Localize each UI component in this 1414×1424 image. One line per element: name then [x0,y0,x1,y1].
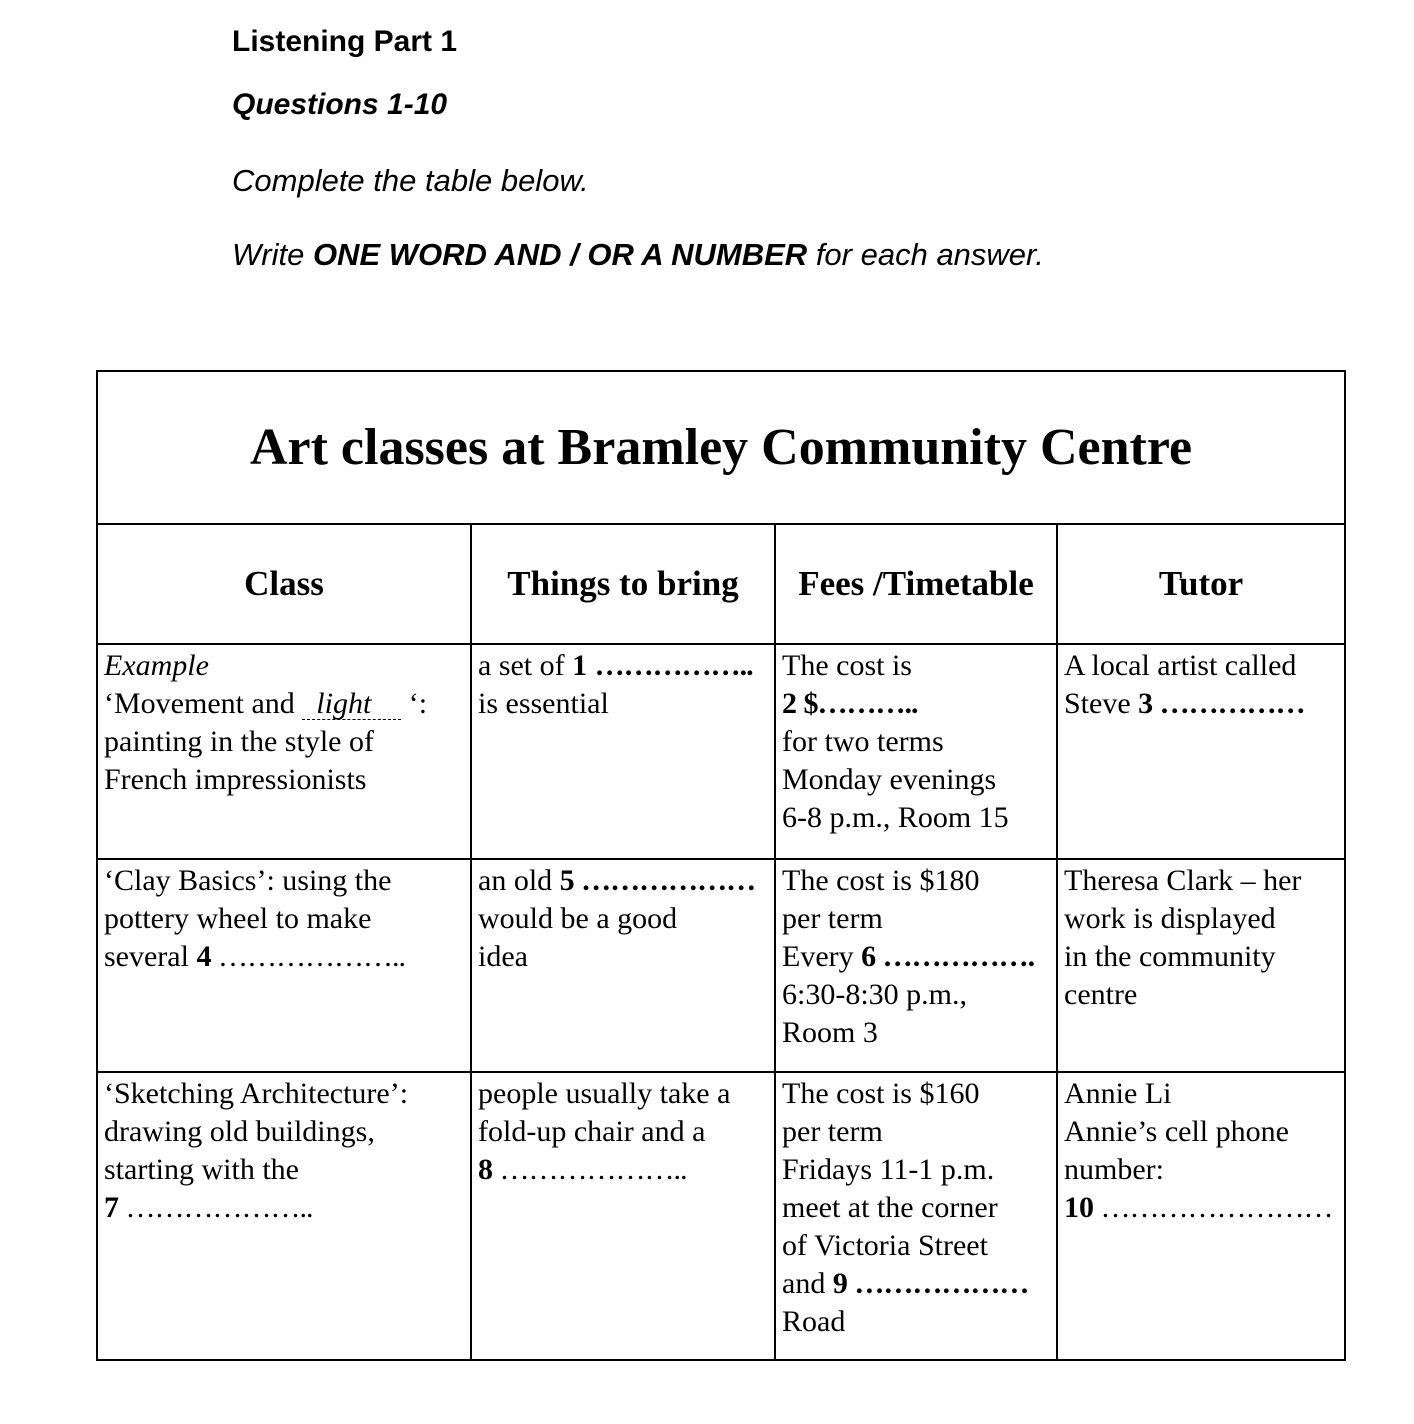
answer-blank-2[interactable]: $……….. [797,687,918,720]
word-limit-prefix: Write [232,237,313,272]
cell-line: The cost is [782,649,912,682]
question-number: 4 [196,940,212,973]
table-row [97,644,1345,859]
cell-line [782,685,1050,723]
cell-line: 6:30-8:30 p.m., [782,978,967,1011]
cell-line: fold-up chair and a [478,1115,706,1148]
cell-line: of Victoria Street [782,1229,988,1262]
cell-line: Fridays 11-1 p.m. [782,1153,995,1186]
cell-line: Room 3 [782,1016,878,1049]
cell-line [478,1151,768,1189]
question-number: 10 [1064,1191,1094,1224]
cell-line: number: [1064,1153,1164,1186]
cell-line: Theresa Clark – her [1064,864,1302,897]
text: ‘Movement and [104,687,303,720]
answer-blank-8[interactable]: ……………….. [493,1153,687,1186]
cell-tutor [1057,859,1345,1072]
question-number: 9 [832,1267,848,1300]
cell-line: per term [782,1115,883,1148]
cell-line: painting in the style of [104,725,374,758]
text: an old [478,864,560,897]
cell-line: meet at the corner [782,1191,998,1224]
cell-line: Road [782,1305,846,1338]
art-classes-table [96,370,1346,1361]
cell-line [104,938,464,976]
header-things-to-bring: Things to bring [471,524,775,644]
word-limit-instruction [232,237,1044,273]
answer-blank-5[interactable]: ……………… [574,864,756,897]
task-instruction: Complete the table below. [232,163,589,198]
cell-tutor [1057,644,1345,859]
question-number: 6 [861,940,877,973]
cell-line: idea [478,940,528,973]
text: Steve [1064,687,1139,720]
cell-line: A local artist called [1064,649,1297,682]
cell-line [104,685,464,723]
cell-line [782,1265,1050,1303]
question-number: 1 [572,649,588,682]
answer-blank-10[interactable]: …………………… [1094,1191,1333,1224]
cell-line: The cost is $180 [782,864,980,897]
word-limit-emphasis: ONE WORD AND / OR A NUMBER [312,237,808,272]
text: Every [782,940,862,973]
table-row [97,1072,1345,1360]
cell-line: French impressionists [104,763,367,796]
text: several [104,940,197,973]
cell-line: drawing old buildings, [104,1115,375,1148]
cell-line: The cost is $160 [782,1077,980,1110]
cell-line: per term [782,902,883,935]
cell-line: Monday evenings [782,763,997,796]
word-limit-suffix: for each answer. [807,237,1044,272]
table-row [97,859,1345,1072]
cell-line: is essential [478,687,609,720]
question-number: 8 [478,1153,493,1186]
cell-class [97,859,471,1072]
questions-range: Questions 1-10 [232,88,448,121]
cell-line: Annie Li [1064,1077,1172,1110]
answer-blank-3[interactable]: …………… [1153,687,1305,720]
answer-blank-1[interactable]: …………….. [594,649,753,682]
text: ‘: [401,687,428,720]
cell-line: would be a good [478,902,678,935]
cell-bring [471,859,775,1072]
cell-line: 6-8 p.m., Room 15 [782,801,1009,834]
cell-tutor [1057,1072,1345,1360]
cell-line [1064,685,1338,723]
cell-bring [471,1072,775,1360]
cell-bring [471,644,775,859]
header-tutor: Tutor [1057,524,1345,644]
cell-line [478,647,768,685]
cell-fees [775,644,1057,859]
question-number: 7 [104,1191,119,1224]
cell-line: work is displayed [1064,902,1276,935]
table-title: Art classes at Bramley Community Centre [97,371,1345,524]
text: a set of [478,649,573,682]
question-number: 5 [559,864,575,897]
answer-blank-6[interactable]: ……………. [876,940,1035,973]
header-fees-timetable: Fees /Timetable [775,524,1057,644]
text: and [782,1267,833,1300]
question-number: 2 [782,687,797,720]
answer-blank-4[interactable]: ……………….. [211,940,405,973]
cell-fees [775,1072,1057,1360]
cell-line: Annie’s cell phone [1064,1115,1289,1148]
example-label: Example [104,649,209,682]
example-answer: light [302,689,401,720]
cell-line: ‘Sketching Architecture’: [104,1077,409,1110]
question-number: 3 [1138,687,1154,720]
cell-line [104,1189,464,1227]
cell-class [97,1072,471,1360]
cell-line: ‘Clay Basics’: using the [104,864,392,897]
part-title: Listening Part 1 [232,25,458,58]
header-class: Class [97,524,471,644]
answer-blank-9[interactable]: ……………… [847,1267,1029,1300]
cell-line: in the community [1064,940,1276,973]
answer-blank-7[interactable]: ……………….. [119,1191,313,1224]
cell-fees [775,859,1057,1072]
cell-line [478,862,768,900]
cell-class [97,644,471,859]
cell-line: centre [1064,978,1138,1011]
cell-line [782,938,1050,976]
cell-line: people usually take a [478,1077,731,1110]
cell-line: starting with the [104,1153,299,1186]
cell-line: for two terms [782,725,944,758]
cell-line: pottery wheel to make [104,902,372,935]
cell-line [1064,1189,1338,1227]
